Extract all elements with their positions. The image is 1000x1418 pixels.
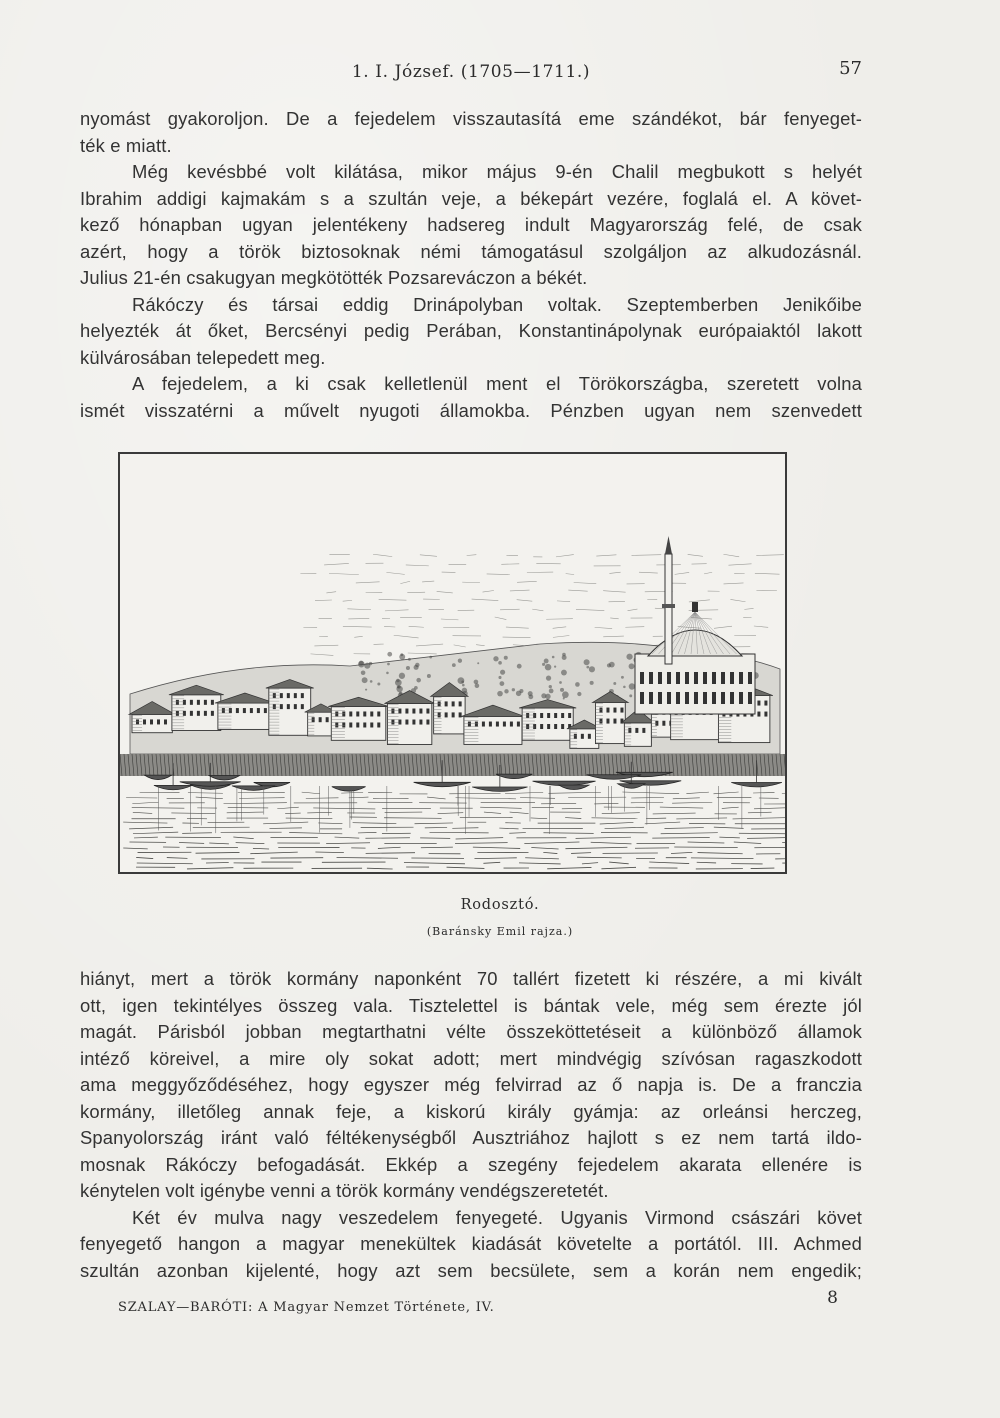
page-number: 57	[839, 58, 862, 79]
text-line: intéző köreivel, a mire oly sokat adott; mert mindvégig szívósan ragaszkodott	[80, 1047, 862, 1069]
text-line: A fejedelem, a ki csak kelletlenül ment el Törökországba, szeretett volna	[132, 373, 862, 394]
text-line: Rákóczy és társai eddig Drinápolyban voltak. Szeptemberben Jenikőibe	[132, 293, 862, 315]
signature-mark: 8	[827, 1288, 838, 1308]
text-line: Ibrahim addigi kajmakám s a szultán veje, a békepárt vezére, foglalá el. A követ-	[80, 187, 862, 209]
running-head	[80, 58, 862, 86]
text-line: szultán azonban kijelenté, hogy azt sem becsülete, sem a korán nem engedik;	[80, 1259, 862, 1281]
illustration-rodoszto	[118, 452, 787, 874]
text-line: ott, igen tekintélyes összeg vala. Tisztelettel is bántak vele, még sem érezte jól	[80, 994, 862, 1016]
figure-caption-credit: (Baránsky Emil rajza.)	[426, 925, 574, 938]
body-text-bottom	[80, 966, 862, 1284]
engraving-drawing	[120, 454, 785, 872]
footer-signature: SZALAY—BARÓTI: A Magyar Nemzet Története, IV.	[118, 1300, 495, 1315]
text-line: kormány, illetőleg annak feje, a kiskorú király gyámja: az orleánsi herczeg,	[80, 1100, 862, 1122]
mosque-with-minaret	[635, 536, 755, 714]
footer	[118, 1288, 838, 1320]
text-line: ismét visszatérni a művelt nyugoti államokba. Pénzben ugyan nem szenvedett	[80, 399, 862, 421]
body-text-top	[80, 106, 862, 424]
text-line: Julius 21-én csakugyan megkötötték Pozsareváczon a békét.	[80, 267, 588, 288]
text-line: Spanyolország iránt való féltékenységből Ausztriához hajlott s ez nem tartá ildo-	[80, 1127, 862, 1148]
text-line: magát. Párisból jobban megtarthatni vélte összeköttetéseit a különböző államok	[80, 1021, 862, 1042]
text-line: kénytelen volt igénybe venni a török kormány vendégszeretetét.	[80, 1180, 609, 1201]
text-line: ama meggyőződéséhez, hogy egyszer még felvirrad az ő napja is. De a franczia	[80, 1074, 862, 1095]
sea-water	[123, 786, 785, 869]
figure-caption-title: Rodosztó.	[460, 897, 540, 913]
text-line: Még kevésbbé volt kilátása, mikor május 9-én Chalil megbukott s helyét	[132, 161, 862, 182]
text-line: külvárosában telepedett meg.	[80, 346, 326, 368]
text-line: hiányt, mert a török kormány naponként 70 tallért fizetett ki részére, a mi kivált	[80, 968, 862, 989]
text-line: mosnak Rákóczy befogadását. Ekkép a szegény fejedelem akarata ellenére is	[80, 1153, 862, 1175]
text-line: ték e miatt.	[80, 134, 172, 156]
running-title: 1. I. József. (1705—1711.)	[351, 62, 591, 82]
text-line: nyomást gyakoroljon. De a fejedelem visszautasítá eme szándékot, bár fenyeget-	[80, 108, 862, 129]
text-line: helyezték át őket, Bercsényi pedig Perában, Konstantinápolynak európaiaktól lakott	[80, 320, 862, 341]
text-line: fenyegető hangon a magyar menekültek kiadását követelte a portától. III. Achmed	[80, 1233, 862, 1254]
text-line: azért, hogy a török biztosoknak némi támogatásul szolgáljon az alkudozásnál.	[80, 240, 862, 262]
text-line: kező hónapban ugyan jelentékeny hadsereg indult Magyarország felé, de csak	[80, 214, 862, 235]
text-line: Két év mulva nagy veszedelem fenyegeté. Ugyanis Virmond császári követ	[132, 1206, 862, 1228]
